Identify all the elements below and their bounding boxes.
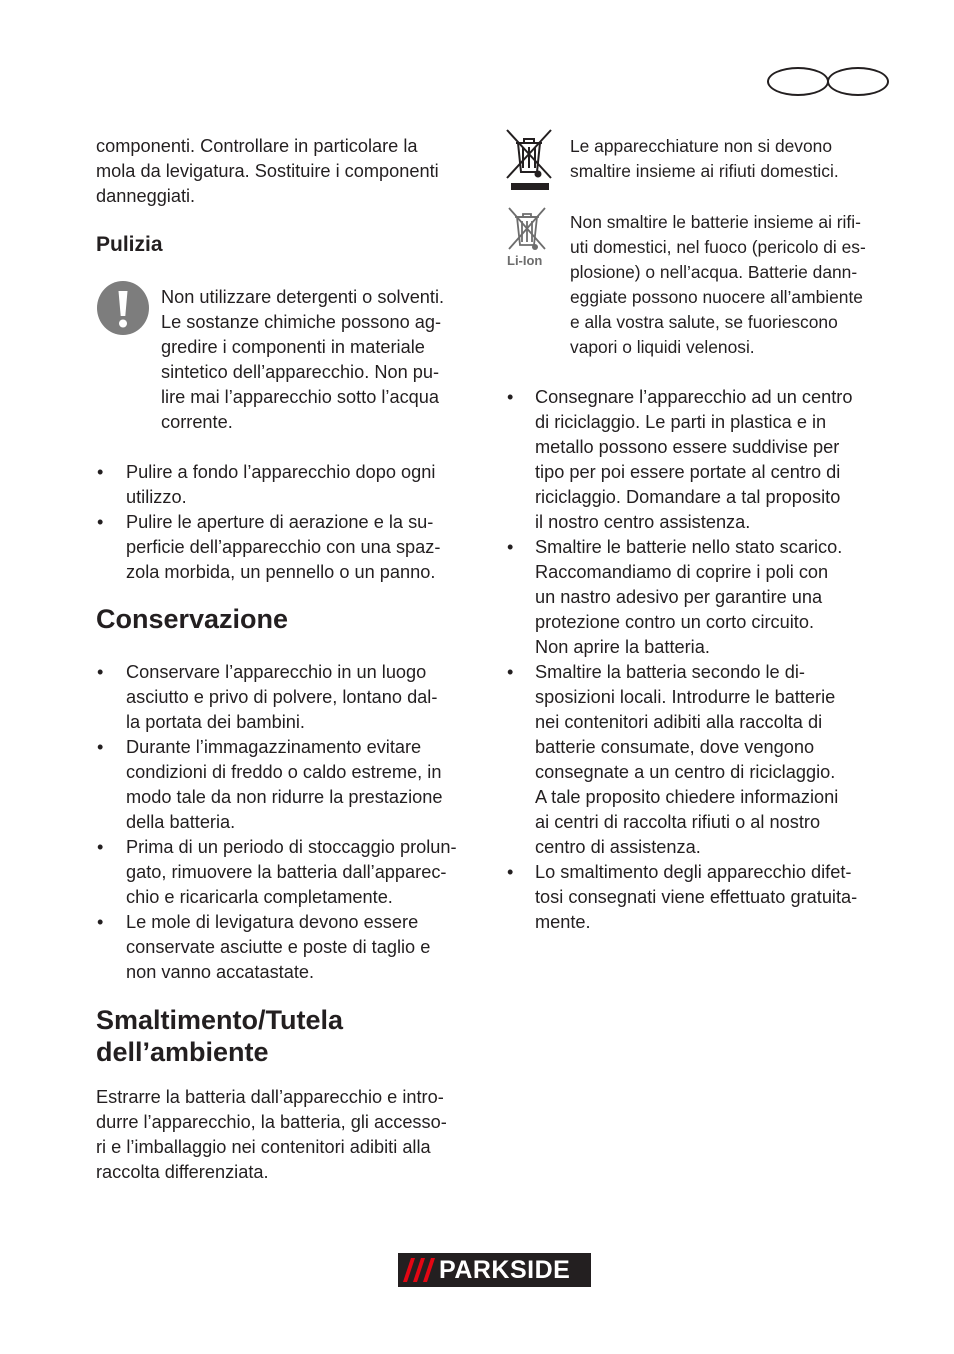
section-heading-conservazione: Conservazione [96,604,289,634]
text-line: della batteria. [126,812,236,832]
text-line: durre l’apparecchio, la batteria, gli accesso- [96,1112,447,1132]
text-line: Le sostanze chimiche possono ag- [161,312,442,332]
bullet-dot: • [97,462,104,482]
text-line: Non aprire la batteria. [535,637,710,657]
text-line: eggiate possono nuocere all’ambiente [570,287,863,307]
smaltimento-paragraph [96,1085,447,1185]
text-line: sposizioni locali. Introdurre le batterie [535,687,836,707]
text-line: perficie dell’apparecchio con una spaz- [126,537,441,557]
text-line: un nastro adesivo per garantire una [535,587,823,607]
text-line: Pulire le aperture di aerazione e la su- [126,512,434,532]
text-line: nei contenitori adibiti alla raccolta di [535,712,823,732]
battery-notice [570,210,866,360]
list-item [126,735,442,835]
list-item [126,910,430,985]
text-line: Raccomandiamo di coprire i poli con [535,562,829,582]
bullet-dot: • [507,662,514,682]
text-line: mola da levigatura. Sostituire i componenti [96,161,439,181]
parkside-logo [398,1253,591,1287]
brand-name: PARKSIDE [439,1256,571,1284]
text-line: Prima di un periodo di stoccaggio prolun- [126,837,457,857]
text-line: Le mole di levigatura devono essere [126,912,419,932]
list-item [126,460,435,510]
bullet-dot: • [97,912,104,932]
text-line: lire mai l’apparecchio sotto l’acqua [161,387,440,407]
text-line: corrente. [161,412,233,432]
text-line: Consegnare l’apparecchio ad un centro [535,387,853,407]
text-line: metallo possono essere suddivise per [535,437,840,457]
warning-paragraph [161,285,444,435]
text-line: conservate asciutte e poste di taglio e [126,937,431,957]
text-line: zola morbida, un pennello o un panno. [126,562,436,582]
text-line: consegnate a un centro di riciclaggio. [535,762,836,782]
crossed-out-wheelie-bin-icon [505,128,553,192]
crossed-out-battery-bin-icon [503,207,551,253]
bullet-dot: • [97,837,104,857]
text-line: protezione contro un corto circuito. [535,612,815,632]
text-line: modo tale da non ridurre la prestazione [126,787,443,807]
text-line: Estrarre la batteria dall’apparecchio e intro- [96,1087,444,1107]
bullet-dot: • [507,387,514,407]
section-heading-pulizia: Pulizia [96,233,163,256]
text-line: ai centri di raccolta rifiuti o al nostro [535,812,821,832]
exclamation-warning-icon [96,280,150,336]
bullet-dot: • [97,512,104,532]
intro-paragraph [96,134,439,209]
text-line: batterie consumate, dove vengono [535,737,815,757]
text-line: di riciclaggio. Le parti in plastica e in [535,412,827,432]
list-item [535,860,857,935]
text-line: uti domestici, nel fuoco (pericolo di es- [570,237,866,257]
text-line: utilizzo. [126,487,187,507]
text-line: A tale proposito chiedere informazioni [535,787,839,807]
text-line: mente. [535,912,591,932]
list-item [126,660,437,735]
list-item [126,510,440,585]
text-line: plosione) o nell’acqua. Batterie dann- [570,262,858,282]
text-line: vapori o liquidi velenosi. [570,337,755,357]
text-line: Non smaltire le batterie insieme ai rifi- [570,212,861,232]
section-heading-smaltimento [96,1004,343,1068]
text-line: componenti. Controllare in particolare la [96,136,418,156]
li-ion-label: Li-Ion [507,253,543,268]
bullet-dot: • [97,737,104,757]
text-line: Le apparecchiature non si devono [570,136,833,156]
text-line: tipo per poi essere portate al centro di [535,462,841,482]
text-line: smaltire insieme ai rifiuti domestici. [570,161,839,181]
bullet-dot: • [507,537,514,557]
text-line: Durante l’immagazzinamento evitare [126,737,422,757]
text-line: centro di assistenza. [535,837,701,857]
text-line: Smaltire la batteria secondo le di- [535,662,805,682]
heading-line: dell’ambiente [96,1037,269,1067]
list-item [535,660,838,860]
text-line: la portata dei bambini. [126,712,305,732]
text-line: ri e l’imballaggio nei contenitori adibiti alla [96,1137,431,1157]
text-line: asciutto e privo di polvere, lontano dal- [126,687,438,707]
text-line: sintetico dell’apparecchio. Non pu- [161,362,440,382]
text-line: e alla vostra salute, se fuoriescono [570,312,838,332]
text-line: Lo smaltimento degli apparecchio difet- [535,862,852,882]
text-line: gato, rimuovere la batteria dall’apparec- [126,862,447,882]
text-line: il nostro centro assistenza. [535,512,751,532]
text-line: Non utilizzare detergenti o solventi. [161,287,445,307]
text-line: condizioni di freddo o caldo estreme, in [126,762,442,782]
text-line: raccolta differenziata. [96,1162,269,1182]
list-item [126,835,457,910]
heading-line: Smaltimento/Tutela [96,1005,344,1035]
text-line: chio e ricaricarla completamente. [126,887,393,907]
text-line: Smaltire le batterie nello stato scarico. [535,537,843,557]
list-item [535,385,852,535]
text-line: riciclaggio. Domandare a tal proposito [535,487,841,507]
bullet-dot: • [97,662,104,682]
text-line: Pulire a fondo l’apparecchio dopo ogni [126,462,436,482]
language-badge-left [767,67,829,96]
text-line: Conservare l’apparecchio in un luogo [126,662,427,682]
text-line: gredire i componenti in materiale [161,337,425,357]
text-line: tosi consegnati viene effettuato gratuita- [535,887,858,907]
list-item [535,535,842,660]
bullet-dot: • [507,862,514,882]
language-badge-right [827,67,889,96]
text-line: danneggiati. [96,186,196,206]
weee-notice [570,134,839,184]
text-line: non vanno accatastate. [126,962,315,982]
